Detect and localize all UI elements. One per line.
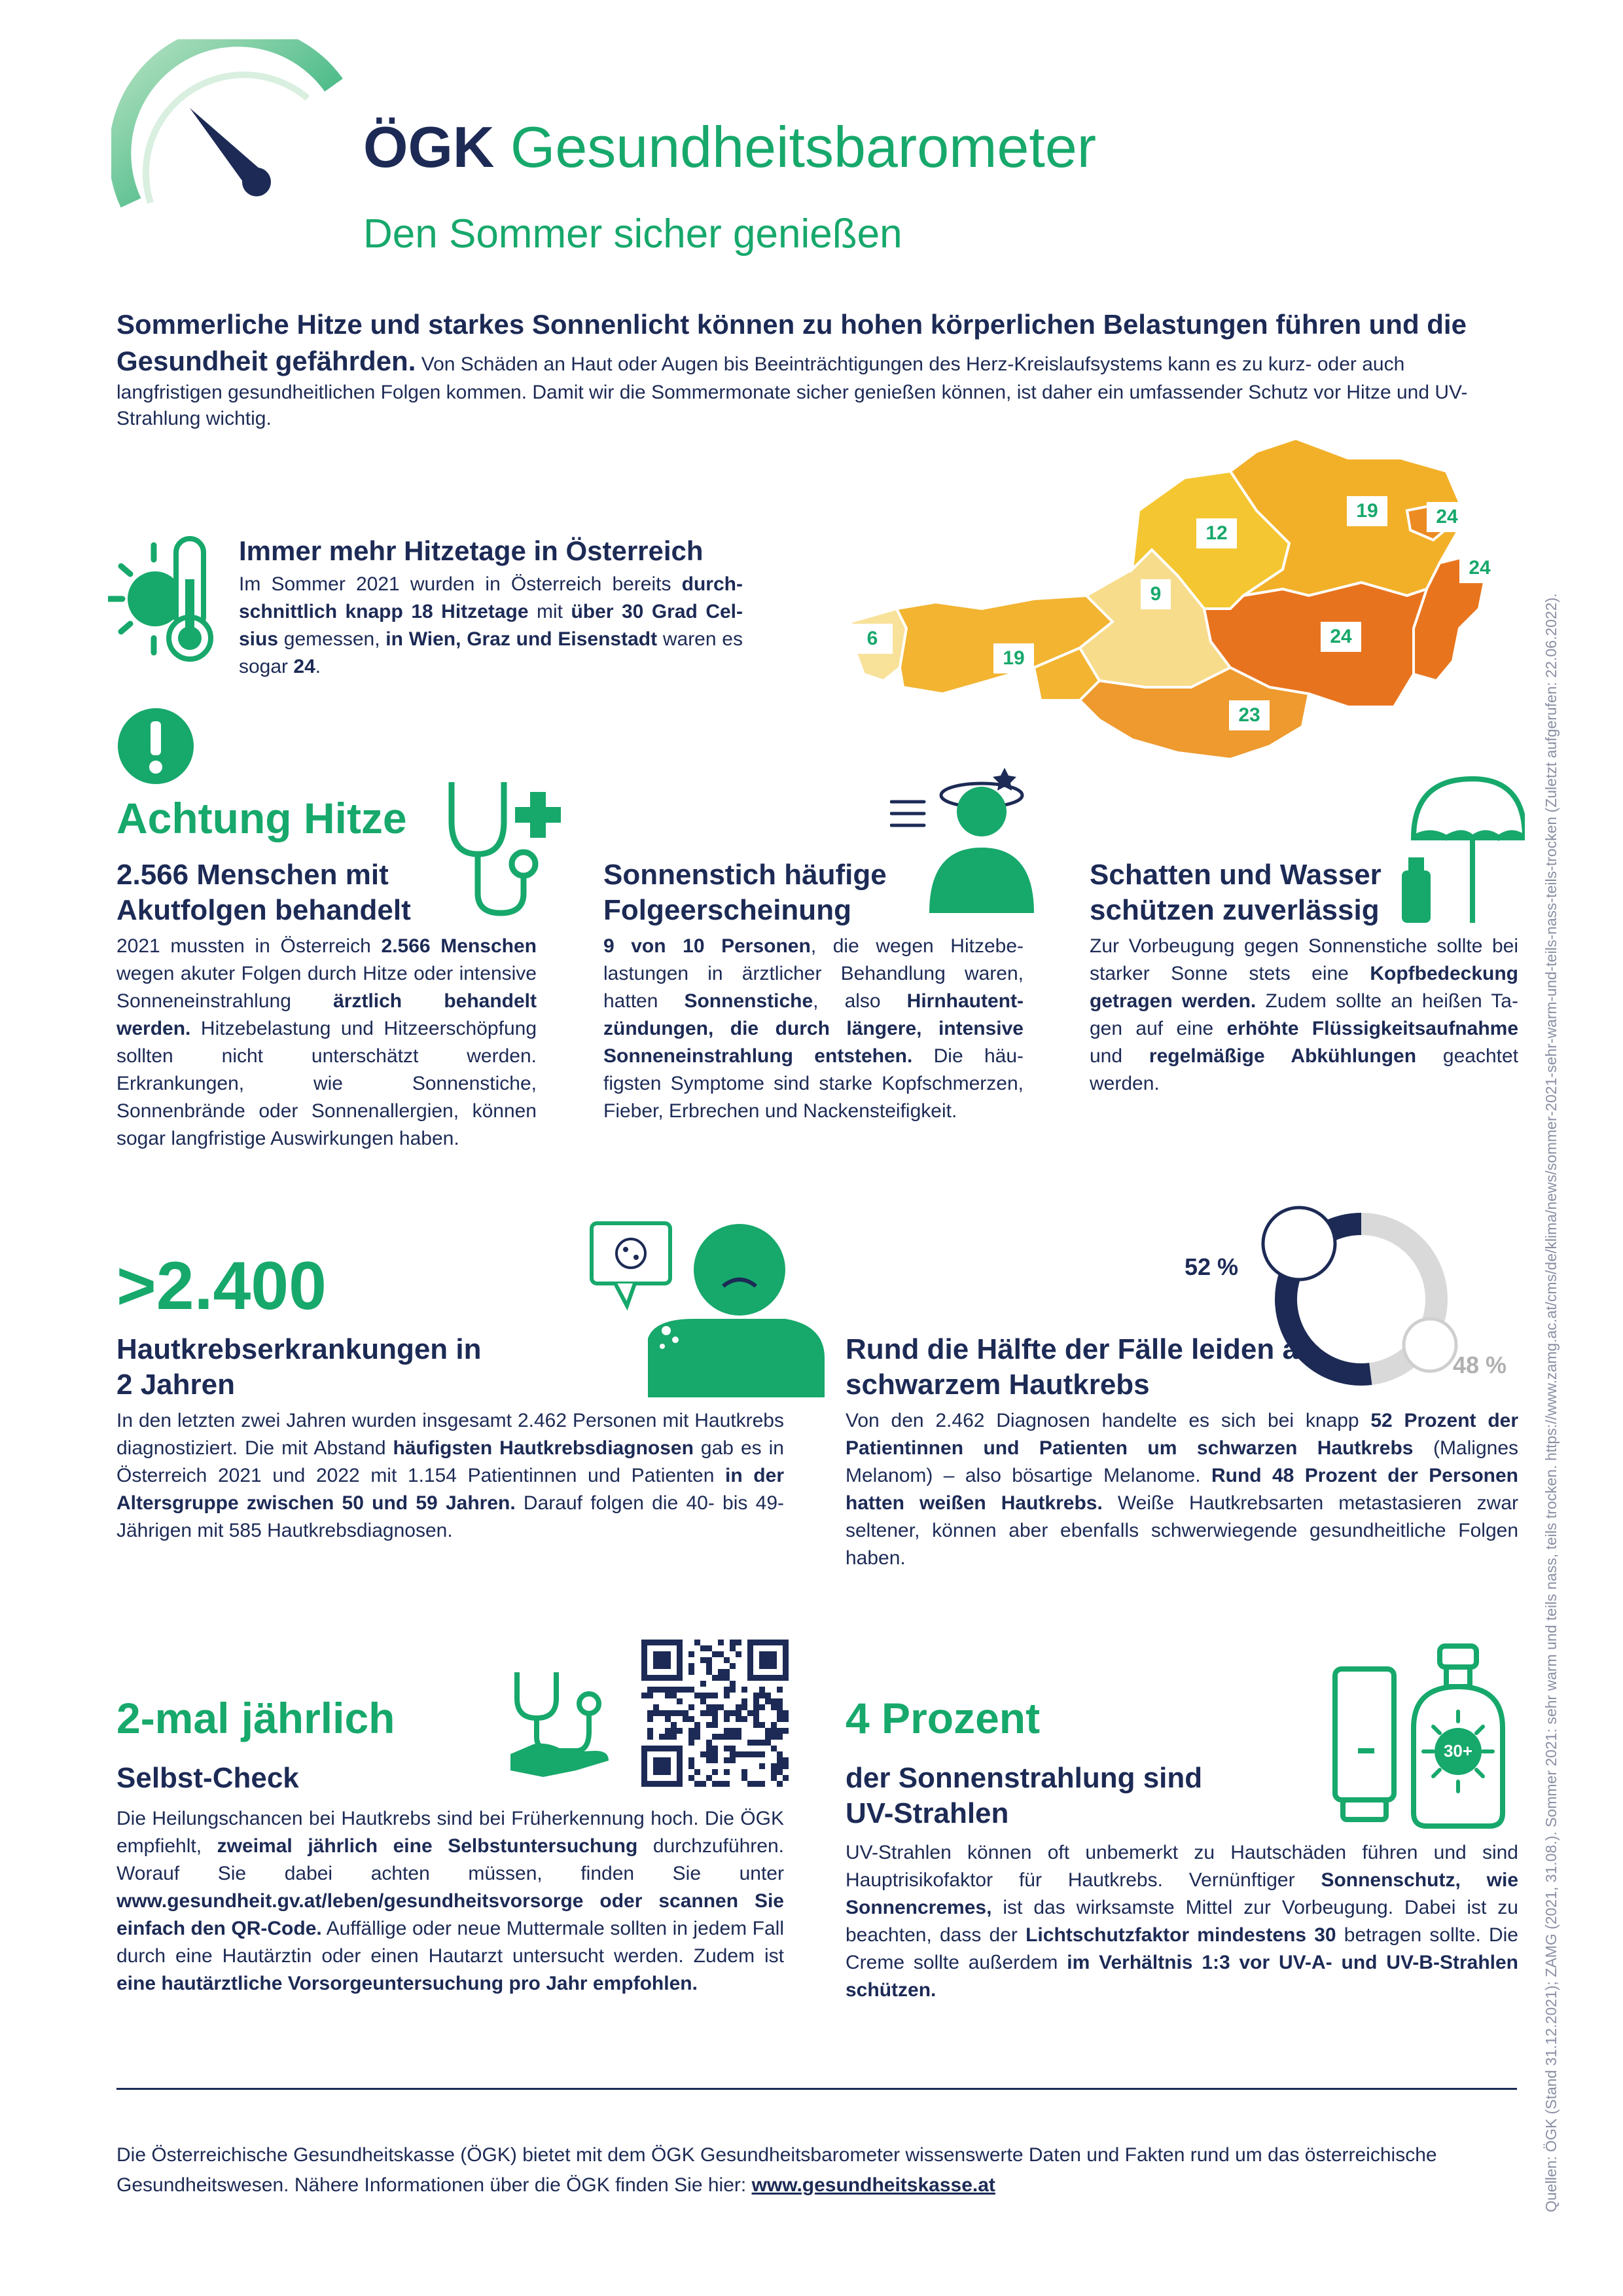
intro-bold: Sommerliche Hitze und starkes Sonnenlicht können zu hohen körperlichen Belastungen führen und die Gesundheit gefährden. [116, 309, 1467, 376]
sunscreen-icon [1329, 1636, 1518, 1833]
col3-heading: Schatten und Wasser schützen zuverlässig [1090, 859, 1382, 926]
map-value-tirol: 19 [993, 643, 1034, 673]
footer-text: Die Österreichische Gesundheitskasse (ÖGK) bietet mit dem ÖGK Gesundheitsbarometer wissenswerte Daten und Fakten rund um das österreichische Gesundheitswesen. Nähere Informationen über die ÖGK finden Sie hier: www.gesundheitskasse.at [116, 2144, 1437, 2196]
footer-divider [116, 2088, 1517, 2090]
skin-person-icon [589, 1221, 825, 1397]
map-value-burgenland: 24 [1459, 553, 1500, 583]
selbstcheck-text: Die Heilungschancen bei Hautkrebs sind bei Früherkennung hoch. Die ÖGK empfiehlt, zweimal jährlich eine Selbstuntersuchung durchzuführen. Worauf Sie dabei achten müssen, finden Sie unter www.gesundheit.gv.at/leben/gesundheitsvorsorge oder scannen Sie einfach den QR-Code. Auffällige oder neue Muttermale sollten in jedem Fall durch eine Hautärztin oder einen Hautarzt untersucht werden. Zudem ist eine hautärztliche Vorsorgeuntersuchung pro Jahr empfohlen. [116, 1808, 785, 1994]
map-value-salzburg: 9 [1141, 579, 1171, 609]
hitzetage-text: Im Sommer 2021 wurden in Österreich bereits durchschnittlich knapp 18 Hitzetage mit über 30 Grad Celsius gemessen, in Wien, Graz und Eisenstadt waren es sogar 24. [239, 573, 743, 677]
map-value-niederoesterreich: 19 [1347, 496, 1387, 526]
footer-link[interactable]: www.gesundheitskasse.at [751, 2174, 995, 2196]
map-value-oberoesterreich: 12 [1196, 518, 1237, 548]
austria-heat-map [838, 432, 1525, 772]
col2-heading: Sonnenstich häufige Folgeerscheinung [603, 859, 887, 926]
exclamation-icon [116, 707, 195, 785]
hautkrebs-big-number: >2.400 [116, 1248, 327, 1324]
qr-code[interactable] [641, 1640, 789, 1787]
map-value-kaernten: 23 [1229, 700, 1270, 730]
intro-paragraph [116, 306, 1510, 432]
col2-text: 9 von 10 Personen, die wegen Hitzebelastungen in ärztlicher Behandlung waren, hatten Sonnenstiche, also Hirnhautentzündungen, die durch längere, intensive Sonneneinstrahlung entstehen. Die häufigsten Symptome sind starke Kopfschmerzen, Fieber, Erbrechen und Nackensteifigkeit. [603, 935, 1024, 1122]
selbstcheck-big: 2-mal jährlich [116, 1694, 395, 1742]
achtung-title: Achtung Hitze [116, 794, 407, 842]
page-subtitle: Den Sommer sicher genießen [363, 211, 902, 257]
intro-text: Von Schäden an Haut oder Augen bis Beeinträchtigungen des Herz-Kreislaufsystems kann es zu kurz- oder auch langfristigen gesundheitlichen Folgen kommen. Damit wir die Sommermonate sicher genießen können, ist daher ein umfassender Schutz vor Hitze und UV-Strahlung wichtig. [116, 353, 1468, 429]
hand-stethoscope-icon [504, 1666, 622, 1777]
hautkrebs-heading: Hautkrebserkrankungen in 2 Jahren [116, 1333, 482, 1401]
hitzetage-heading: Immer mehr Hitzetage in Österreich [239, 535, 704, 566]
white-skin-cancer-icon [1404, 1319, 1456, 1371]
sun-thermometer-icon [108, 533, 219, 664]
col1-text: 2021 mussten in Österreich 2.566 Menschen wegen akuter Folgen durch Hitze oder intensive Sonneneinstrahlung ärztlich behandelt werden. Hitzebelastung und Hitzeerschöpfung sollten nicht unterschätzt werden. Erkrankungen, wie Sonnenstiche, Sonnenbrände oder Sonnenallergien, können sogar langfristige Auswirkungen haben. [116, 935, 537, 1149]
col1-heading: 2.566 Menschen mit Akutfolgen behandelt [116, 859, 411, 926]
donut-label-black: 52 % [1185, 1253, 1239, 1280]
donut-label-white: 48 % [1453, 1352, 1507, 1378]
uv-big: 4 Prozent [846, 1694, 1041, 1742]
uv-heading: der Sonnenstrahlung sind UV-Strahlen [846, 1762, 1203, 1829]
title-rest: Gesundheitsbarometer [510, 115, 1097, 179]
uv-text: UV-Strahlen können oft unbemerkt zu Hautschäden führen und sind Hauptrisikofaktor für Hautkrebs. Vernünftiger Sonnenschutz, wie Sonnencremes, ist das wirksamste Mittel zur Vorbeugung. Dabei ist zu beachten, dass der Lichtschutzfaktor mindestens 30 betragen sollte. Die Creme sollte außerdem im Verhältnis 1:3 vor UV-A- und UV-B-Strahlen schützen. [846, 1842, 1519, 2001]
sources-vertical: Quellen: ÖGK (Stand 31.12.2021); ZAMG (2021, 31.08.). Sommer 2021: sehr warm und teils nass, teils trocken. https://www.zamg.ac.at/cms/de/klima/news/sommer-2021-sehr-warm-und-teils-nass-teils-trocken (Zuletzt aufgerufen: 22.06.2022). [1543, 593, 1560, 2212]
page-title [363, 115, 1096, 180]
title-brand: ÖGK [363, 115, 495, 179]
map-value-vorarlberg: 6 [852, 624, 893, 654]
selbstcheck-heading: Selbst-Check [116, 1762, 299, 1794]
map-value-steiermark: 24 [1321, 622, 1361, 652]
melanoma-icon [1263, 1208, 1335, 1280]
map-value-wien: 24 [1427, 502, 1467, 532]
schwarz-heading: Rund die Hälfte der Fälle leiden an schwarzem Hautkrebs [846, 1333, 1316, 1401]
spf-label: 30+ [1443, 1741, 1473, 1761]
hautkrebs-text: In den letzten zwei Jahren wurden insgesamt 2.462 Personen mit Hautkrebs diagnostiziert. Die mit Abstand häufigsten Hautkrebsdiagnosen gab es in Österreich 2021 und 2022 mit 1.154 Patientinnen und Patienten in der Altersgruppe zwischen 50 und 59 Jahren. Darauf folgen die 40- bis 49-Jährigen mit 585 Hautkrebsdiagnosen. [116, 1410, 784, 1541]
col3-text: Zur Vorbeugung gegen Sonnenstiche sollte bei starker Sonne stets eine Kopfbedeckung getragen werden. Zudem sollte an heißen Tagen auf eine erhöhte Flüssigkeitsaufnahme und regelmäßige Abkühlungen geachtet werden. [1090, 935, 1518, 1094]
barometer-gauge-icon [111, 39, 366, 209]
schwarz-text: Von den 2.462 Diagnosen handelte es sich bei knapp 52 Prozent der Patientinnen und Patienten um schwarzen Hautkrebs (Malignes Melanom) – also bösartige Melanome. Rund 48 Prozent der Personen hatten weißen Hautkrebs. Weiße Hautkrebsarten metastasieren zwar seltener, können aber ebenfalls schwerwiegende gesundheitliche Folgen haben. [846, 1410, 1519, 1569]
